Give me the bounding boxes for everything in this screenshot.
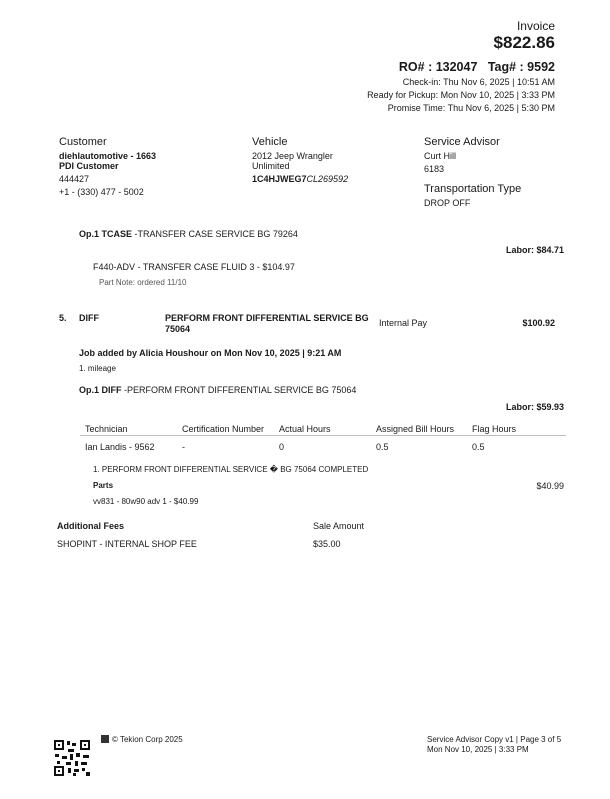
checkin-time: Check-in: Thu Nov 6, 2025 | 10:51 AM (402, 77, 555, 87)
tech-cell-technician: Ian Landis - 9562 (85, 442, 155, 452)
advisor-id: 6183 (424, 164, 445, 174)
job4-op-desc: -TRANSFER CASE SERVICE BG 79264 (132, 229, 298, 239)
ro-tag-line: RO# : 132047 Tag# : 9592 (398, 60, 555, 74)
customer-name: PDI Customer (59, 161, 119, 171)
footer-copy-info: Service Advisor Copy v1 | Page 3 of 5 (427, 735, 562, 744)
fees-heading: Additional Fees (57, 521, 125, 531)
invoice-total: $822.86 (493, 33, 555, 52)
document-type: Invoice (516, 19, 555, 33)
job5-labor: Labor: $59.93 (505, 402, 564, 412)
vin-suffix: CL269592 (306, 174, 349, 184)
job5-note: 1. mileage (79, 364, 116, 373)
tech-col-actual-hours: Actual Hours (279, 424, 331, 434)
job5-number: 5. (59, 313, 67, 323)
advisor-heading: Service Advisor (424, 136, 500, 148)
tech-cell-bill-hours: 0.5 (376, 442, 389, 452)
job5-operation (79, 385, 356, 395)
vehicle-model-line1: 2012 Jeep Wrangler (252, 151, 333, 161)
job4-operation (79, 229, 298, 239)
transport-heading: Transportation Type (424, 183, 522, 195)
copyright-text: © Tekion Corp 2025 (112, 735, 183, 744)
customer-account: diehlautomotive - 1663 (59, 151, 157, 161)
customer-number: 444427 (59, 174, 90, 184)
footer-printed-time: Mon Nov 10, 2025 | 3:33 PM (427, 745, 529, 754)
job4-labor: Labor: $84.71 (505, 245, 564, 255)
vehicle-model-line2: Unlimited (252, 161, 290, 171)
tech-col-certification: Certification Number (182, 424, 265, 434)
qr-code (54, 740, 90, 776)
vehicle-vin (252, 174, 348, 184)
fee-item: SHOPINT - INTERNAL SHOP FEE (57, 539, 197, 549)
job5-parts-amount: $40.99 (536, 481, 564, 491)
tech-col-technician: Technician (85, 424, 128, 434)
job4-op-code: Op.1 TCASE (79, 229, 133, 239)
tech-cell-actual-hours: 0 (279, 442, 285, 452)
job5-pay-type: Internal Pay (379, 318, 428, 328)
job5-op-desc: -PERFORM FRONT DIFFERENTIAL SERVICE BG 75064 (121, 385, 357, 395)
advisor-name: Curt Hill (424, 151, 457, 161)
vin-prefix: 1C4HJWEG7 (252, 174, 307, 184)
job4-part-note: Part Note: ordered 11/10 (99, 278, 187, 287)
job4-part: F440-ADV - TRANSFER CASE FLUID 3 - $104.97 (93, 262, 295, 272)
footer-copyright (101, 735, 183, 744)
tech-table-divider (80, 435, 566, 436)
tech-cell-certification: - (182, 442, 185, 452)
tech-cell-flag-hours: 0.5 (472, 442, 485, 452)
job5-story: 1. PERFORM FRONT DIFFERENTIAL SERVICE � BG 75064 COMPLETED (93, 465, 369, 474)
job5-code: DIFF (79, 313, 99, 323)
tech-col-bill-hours: Assigned Bill Hours (376, 424, 455, 434)
tekion-logo-icon (101, 735, 109, 743)
job5-amount: $100.92 (522, 318, 555, 328)
job5-title-line1: PERFORM FRONT DIFFERENTIAL SERVICE BG (165, 313, 369, 323)
job5-op-code: Op.1 DIFF (79, 385, 122, 395)
vehicle-heading: Vehicle (252, 136, 288, 148)
transport-value: DROP OFF (424, 198, 471, 208)
fees-amount-heading: Sale Amount (313, 521, 365, 531)
job5-parts-heading: Parts (93, 481, 114, 490)
customer-heading: Customer (59, 136, 107, 148)
fee-item-amount: $35.00 (313, 539, 341, 549)
promise-time: Promise Time: Thu Nov 6, 2025 | 5:30 PM (387, 103, 555, 113)
job5-part-line: vv831 - 80w90 adv 1 - $40.99 (93, 497, 199, 506)
customer-phone: +1 - (330) 477 - 5002 (59, 187, 144, 197)
tech-col-flag-hours: Flag Hours (472, 424, 517, 434)
job5-added-by: Job added by Alicia Houshour on Mon Nov 10, 2025 | 9:21 AM (79, 348, 342, 358)
job5-title-line2: 75064 (165, 324, 191, 334)
pickup-time: Ready for Pickup: Mon Nov 10, 2025 | 3:33 PM (367, 90, 555, 100)
